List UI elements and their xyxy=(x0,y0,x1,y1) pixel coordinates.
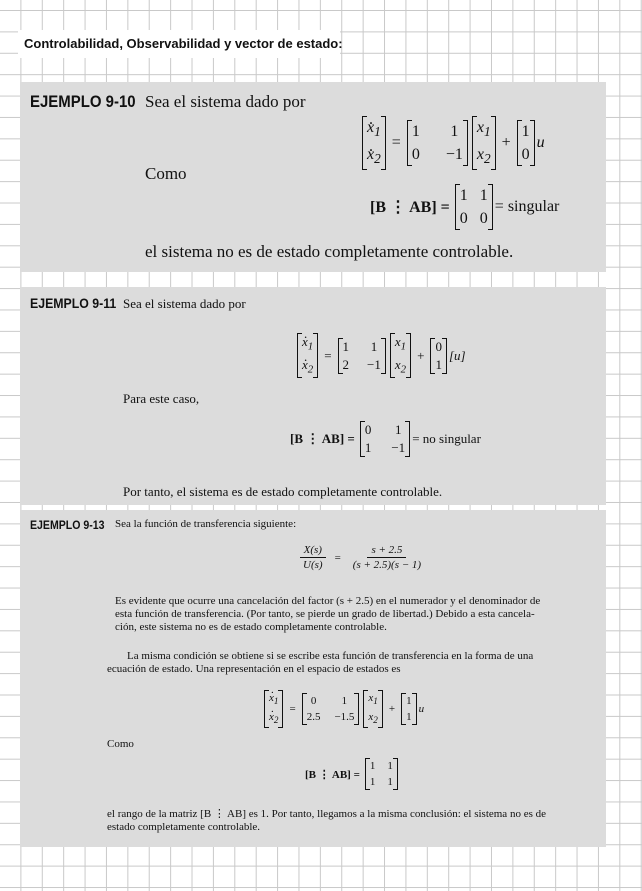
matrix-a: 1 1 2 −1 xyxy=(338,338,386,374)
matrix-a: 0 1 2.5 −1.5 xyxy=(302,693,360,725)
state-derivative-vector: . $x_1$ . $x_2$ xyxy=(264,690,283,728)
example-label: EJEMPLO 9-10 xyxy=(30,92,136,111)
controllability-label: [B ⋮ AB] = xyxy=(370,199,450,216)
page-header: Controlabilidad, Observabilidad y vector de estado: xyxy=(18,30,340,58)
input-symbol: [u] xyxy=(448,347,466,363)
matrix-b: 0 1 xyxy=(430,338,447,374)
state-equation: . $x_1$ . $x_2$ = 1 1 0 −1 $x_1$ $x_2$ + 1 0 u xyxy=(360,116,545,170)
controllability-equation xyxy=(290,421,481,457)
conclusion: el sistema no es de estado completamente controlable. xyxy=(145,242,514,261)
result-text: = no singular xyxy=(412,431,481,446)
example-label: EJEMPLO 9-13 xyxy=(30,518,105,532)
example-label: EJEMPLO 9-11 xyxy=(30,295,117,311)
example-9-13-panel xyxy=(20,510,606,847)
controllability-label: [B ⋮ AB] = xyxy=(305,768,360,781)
example-intro: Sea la función de transferencia siguiente: xyxy=(115,518,297,530)
state-equation: . $x_1$ . $x_2$ = 0 1 2.5 −1.5 $x_1$ $x_2$ + 1 1 u xyxy=(262,690,424,728)
case-text: Para este caso, xyxy=(123,391,200,406)
controllability-equation xyxy=(370,184,559,230)
controllability-matrix: 0 1 1 −1 xyxy=(360,421,410,457)
paragraph-cancellation: Es evidente que ocurre una cancelación del factor (s + 2.5) en el numerador y el denominador de esta función de transferencia. (Por tanto, se pierde un grado de libertad.) Debido a esta cancela- ción, este sistema no es de estado completamente controlable. xyxy=(115,595,541,633)
conclusion: Por tanto, el sistema es de estado completamente controlable. xyxy=(123,484,443,499)
controllability-matrix: 1 1 1 1 xyxy=(365,758,398,790)
state-equation: . $x_1$ . $x_2$ = 1 1 2 −1 $x_1$ $x_2$ + 0 1 [u] xyxy=(295,333,466,378)
controllability-matrix: 1 1 0 0 xyxy=(455,184,493,230)
example-intro: Sea el sistema dado por xyxy=(123,296,246,311)
como-label: Como xyxy=(145,164,187,183)
transfer-function: $\frac{X(s)}{U(s)}$ = $\frac{s + 2.5}{(s + 2.5)(s - 1)}$ xyxy=(295,544,429,571)
matrix-b: 1 0 xyxy=(517,120,535,166)
controllability-equation xyxy=(305,758,400,790)
controllability-label: [B ⋮ AB] = xyxy=(290,431,355,446)
tf-rhs: $\frac{s + 2.5}{(s + 2.5)(s - 1)}$ xyxy=(352,544,422,571)
como-label: Como xyxy=(107,738,134,750)
matrix-b: 1 1 xyxy=(401,693,417,725)
state-derivative-vector: . $x_1$ . $x_2$ xyxy=(297,333,318,378)
example-9-10-panel xyxy=(20,82,606,272)
example-intro: Sea el sistema dado por xyxy=(145,92,306,111)
state-vector: $x_1$ $x_2$ xyxy=(390,333,411,378)
example-9-11-panel xyxy=(20,287,606,505)
paragraph-rank: el rango de la matriz [B ⋮ AB] es 1. Por tanto, llegamos a la misma conclusión: el sistema no es de estado completamente controlable. xyxy=(107,808,546,833)
matrix-a: 1 1 0 −1 xyxy=(407,120,468,166)
result-text: = singular xyxy=(494,198,560,215)
input-symbol: u xyxy=(536,134,545,152)
paragraph-state-space: La misma condición se obtiene si se escribe esta función de transferencia en la forma de una ecuación de estado. Una representación en el espacio de estados es xyxy=(107,650,534,675)
tf-lhs: $\frac{X(s)}{U(s)}$ xyxy=(299,544,327,571)
state-vector: $x_1$ $x_2$ xyxy=(472,116,496,170)
state-vector: $x_1$ $x_2$ xyxy=(363,690,382,728)
state-derivative-vector: . $x_1$ . $x_2$ xyxy=(362,116,386,170)
input-symbol: u xyxy=(418,703,425,716)
